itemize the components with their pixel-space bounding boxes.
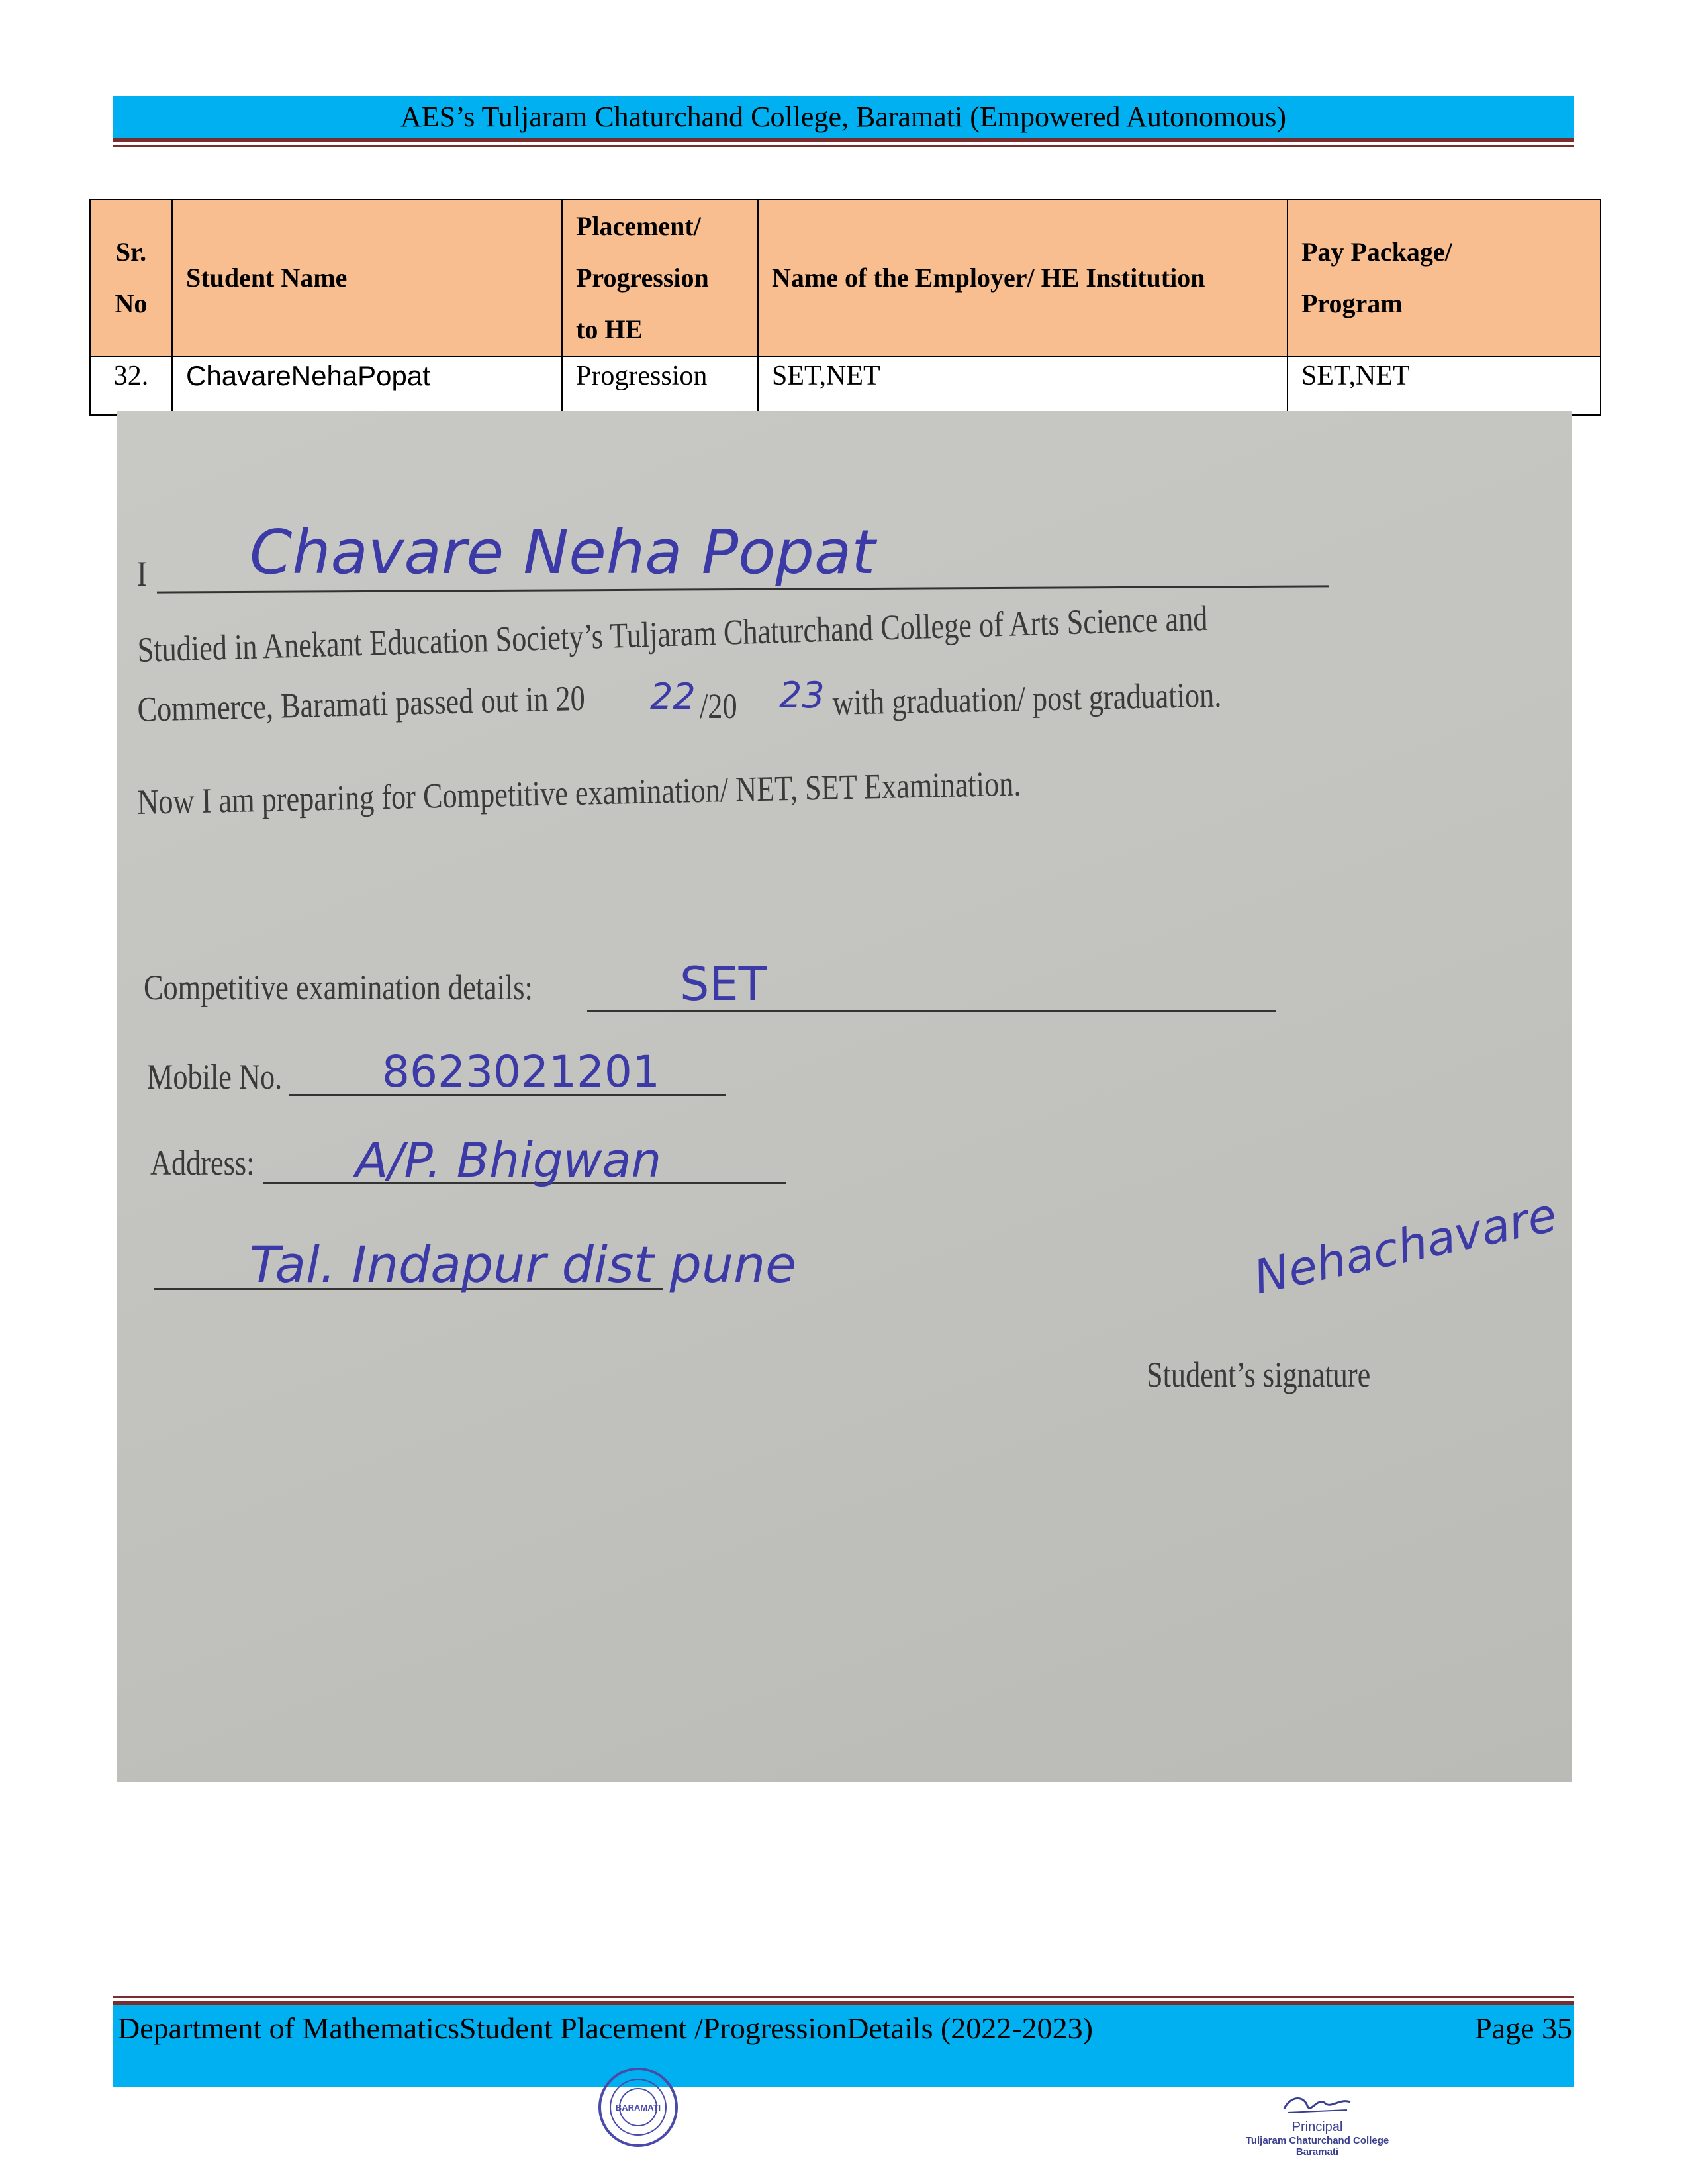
principal-city: Baramati bbox=[1295, 2146, 1339, 2158]
principal-signature-mark bbox=[1278, 2090, 1357, 2116]
studied-line-2-c: with graduation/ post graduation. bbox=[832, 674, 1222, 723]
header-title: AES’s Tuljaram Chaturchand College, Baramati (Empowered Autonomous) bbox=[400, 101, 1287, 133]
cell-pay-package: SET,NET bbox=[1288, 357, 1601, 415]
cell-employer: SET,NET bbox=[758, 357, 1288, 415]
form-i-prefix: I bbox=[137, 554, 147, 594]
header-sr-no: Sr. No bbox=[90, 199, 172, 357]
placement-table bbox=[89, 199, 1601, 416]
signature-label: Student’s signature bbox=[1147, 1355, 1371, 1394]
header-placement: Placement/ Progression to HE bbox=[562, 199, 758, 357]
header-rule bbox=[113, 138, 1574, 142]
college-seal-stamp bbox=[597, 2066, 679, 2148]
studied-line-1: Studied in Anekant Education Society’s Tuljaram Chaturchand College of Arts Science and bbox=[137, 598, 1208, 670]
handwritten-mobile: 8623021201 bbox=[382, 1046, 660, 1097]
principal-college: Tuljaram Chaturchand College bbox=[1245, 2135, 1389, 2146]
page-number: Page 35 bbox=[1475, 2011, 1572, 2045]
cell-student-name: ChavareNehaPopat bbox=[172, 357, 562, 415]
cell-placement: Progression bbox=[562, 357, 758, 415]
mobile-label: Mobile No. bbox=[147, 1057, 283, 1097]
seal-text: BARAMATI bbox=[615, 2103, 661, 2113]
footer-rule-thin bbox=[113, 1996, 1574, 1998]
handwritten-signature: Nehachavare bbox=[1249, 1187, 1562, 1305]
header-rule-thin bbox=[113, 145, 1574, 147]
preparing-line: Now I am preparing for Competitive examination/ NET, SET Examination. bbox=[137, 763, 1021, 822]
table-header-row bbox=[90, 199, 1601, 357]
header-student-name: Student Name bbox=[172, 199, 562, 357]
handwritten-year-1: 22 bbox=[650, 676, 696, 717]
handwritten-name: Chavare Neha Popat bbox=[250, 517, 876, 588]
header-banner bbox=[113, 96, 1574, 138]
comp-exam-label: Competitive examination details: bbox=[144, 968, 533, 1007]
header-pay-package: Pay Package/ Program bbox=[1288, 199, 1601, 357]
principal-title: Principal bbox=[1291, 2120, 1343, 2134]
handwritten-address-2: Tal. Indapur dist pune bbox=[250, 1235, 796, 1294]
address-label: Address: bbox=[150, 1143, 255, 1183]
studied-line-2-b: /20 bbox=[700, 686, 737, 726]
table-row bbox=[90, 357, 1601, 415]
scanned-form-image bbox=[117, 411, 1572, 1782]
footer-department: Department of MathematicsStudent Placement /ProgressionDetails (2022-2023) bbox=[118, 2011, 1093, 2045]
header-employer: Name of the Employer/ HE Institution bbox=[758, 199, 1288, 357]
cell-sr-no: 32. bbox=[90, 357, 172, 415]
footer-rule bbox=[113, 2001, 1574, 2005]
principal-stamp bbox=[1231, 2090, 1403, 2158]
handwritten-year-2: 23 bbox=[779, 674, 825, 716]
handwritten-comp-exam: SET bbox=[680, 957, 767, 1011]
handwritten-address-1: A/P. Bhigwan bbox=[355, 1132, 662, 1188]
studied-line-2-a: Commerce, Baramati passed out in 20 bbox=[137, 678, 586, 729]
